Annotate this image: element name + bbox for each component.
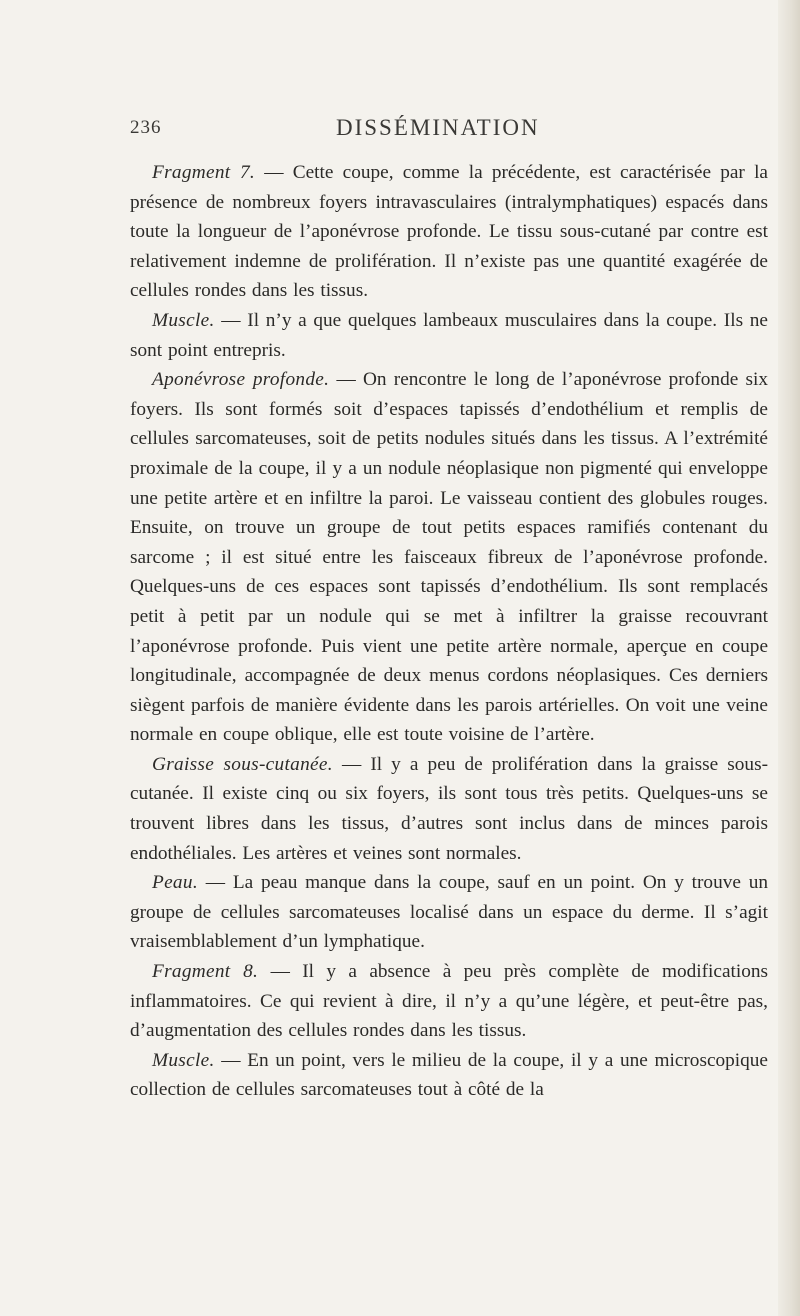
paragraph-muscle-2: [130, 1046, 768, 1105]
paragraph-aponevrose-profonde: [130, 365, 768, 750]
section-heading: Peau.: [152, 872, 198, 894]
section-heading: Muscle.: [152, 309, 215, 331]
paragraph-text: — En un point, vers le milieu de la coupe, il y a une microscopique collection de cellules sarcomateuses tout à côté de la: [130, 1049, 768, 1101]
paragraph-text: — Cette coupe, comme la précédente, est caractérisée par la présence de nombreux foyers intravasculaires (intralymphatiques) espacés dans toute la longueur de l’aponévrose profonde. Le tissu sous-cutané par contre est relativement indemne de prolifération. Il n’existe pas une quantité exagérée de cellules rondes dans les tissus.: [130, 162, 768, 302]
section-heading: Muscle.: [152, 1049, 215, 1071]
paragraph-text: — Il n’y a que quelques lambeaux musculaires dans la coupe. Ils ne sont point entrepris.: [130, 309, 768, 361]
paragraph-text: — La peau manque dans la coupe, sauf en un point. On y trouve un groupe de cellules sarcomateuses localisé dans un espace du derme. Il s’agit vraisemblablement d’un lymphatique.: [130, 872, 768, 953]
paragraph-muscle: [130, 306, 768, 365]
section-heading: Fragment 7.: [152, 162, 256, 183]
section-heading: Graisse sous-cutanée.: [152, 753, 333, 775]
page-number: 236: [130, 117, 162, 138]
body-text: [130, 158, 768, 1105]
page-header: [0, 117, 800, 147]
paragraph-text: — On rencontre le long de l’aponévrose profonde six foyers. Ils sont formés soit d’espaces tapissés d’endothélium et remplis de cellules sarcomateuses, soit de petits nodules situés dans les tissus. A l’extrémité proximale de la coupe, il y a un nodule néoplasique non pigmenté qui enveloppe une petite artère et en infiltre la paroi. Le vaisseau contient des globules rouges. Ensuite, on trouve un groupe de tout petits espaces ramifiés contenant du sarcome ; il est situé entre les faisceaux fibreux de l’aponévrose profonde. Quelques-uns de ces espaces sont tapissés d’endothélium. Ils sont remplacés petit à petit par un nodule qui se met à infiltrer la graisse recouvrant l’aponévrose profonde. Puis vient une petite artère normale, aperçue en coupe longitudinale, accompagnée de deux menus cordons néoplasiques. Ces derniers siègent parfois de manière évidente dans les parois artérielles. On voit une veine normale en coupe oblique, elle est toute voisine de l’artère.: [130, 369, 768, 746]
section-heading: Aponévrose profonde.: [152, 369, 330, 391]
paragraph-fragment-7: [130, 158, 768, 306]
page-edge: [778, 0, 800, 1316]
paragraph-graisse-sous-cutanee: [130, 750, 768, 868]
running-title: DISSÉMINATION: [336, 115, 540, 140]
section-heading: Fragment 8.: [152, 961, 259, 983]
paragraph-text: — Il y a peu de prolifération dans la graisse sous-cutanée. Il existe cinq ou six foyers, ils sont tous très petits. Quelques-uns se trouvent libres dans les tissus, d’autres sont inclus dans de minces parois endothéliales. Les artères et veines sont normales.: [130, 753, 768, 864]
paragraph-text: — Il y a absence à peu près complète de modifications inflammatoires. Ce qui revient à dire, il n’y a qu’une légère, et peut-être pas, d’augmentation des cellules rondes dans les tissus.: [130, 961, 768, 1042]
paragraph-peau: [130, 868, 768, 957]
paragraph-fragment-8: [130, 957, 768, 1046]
